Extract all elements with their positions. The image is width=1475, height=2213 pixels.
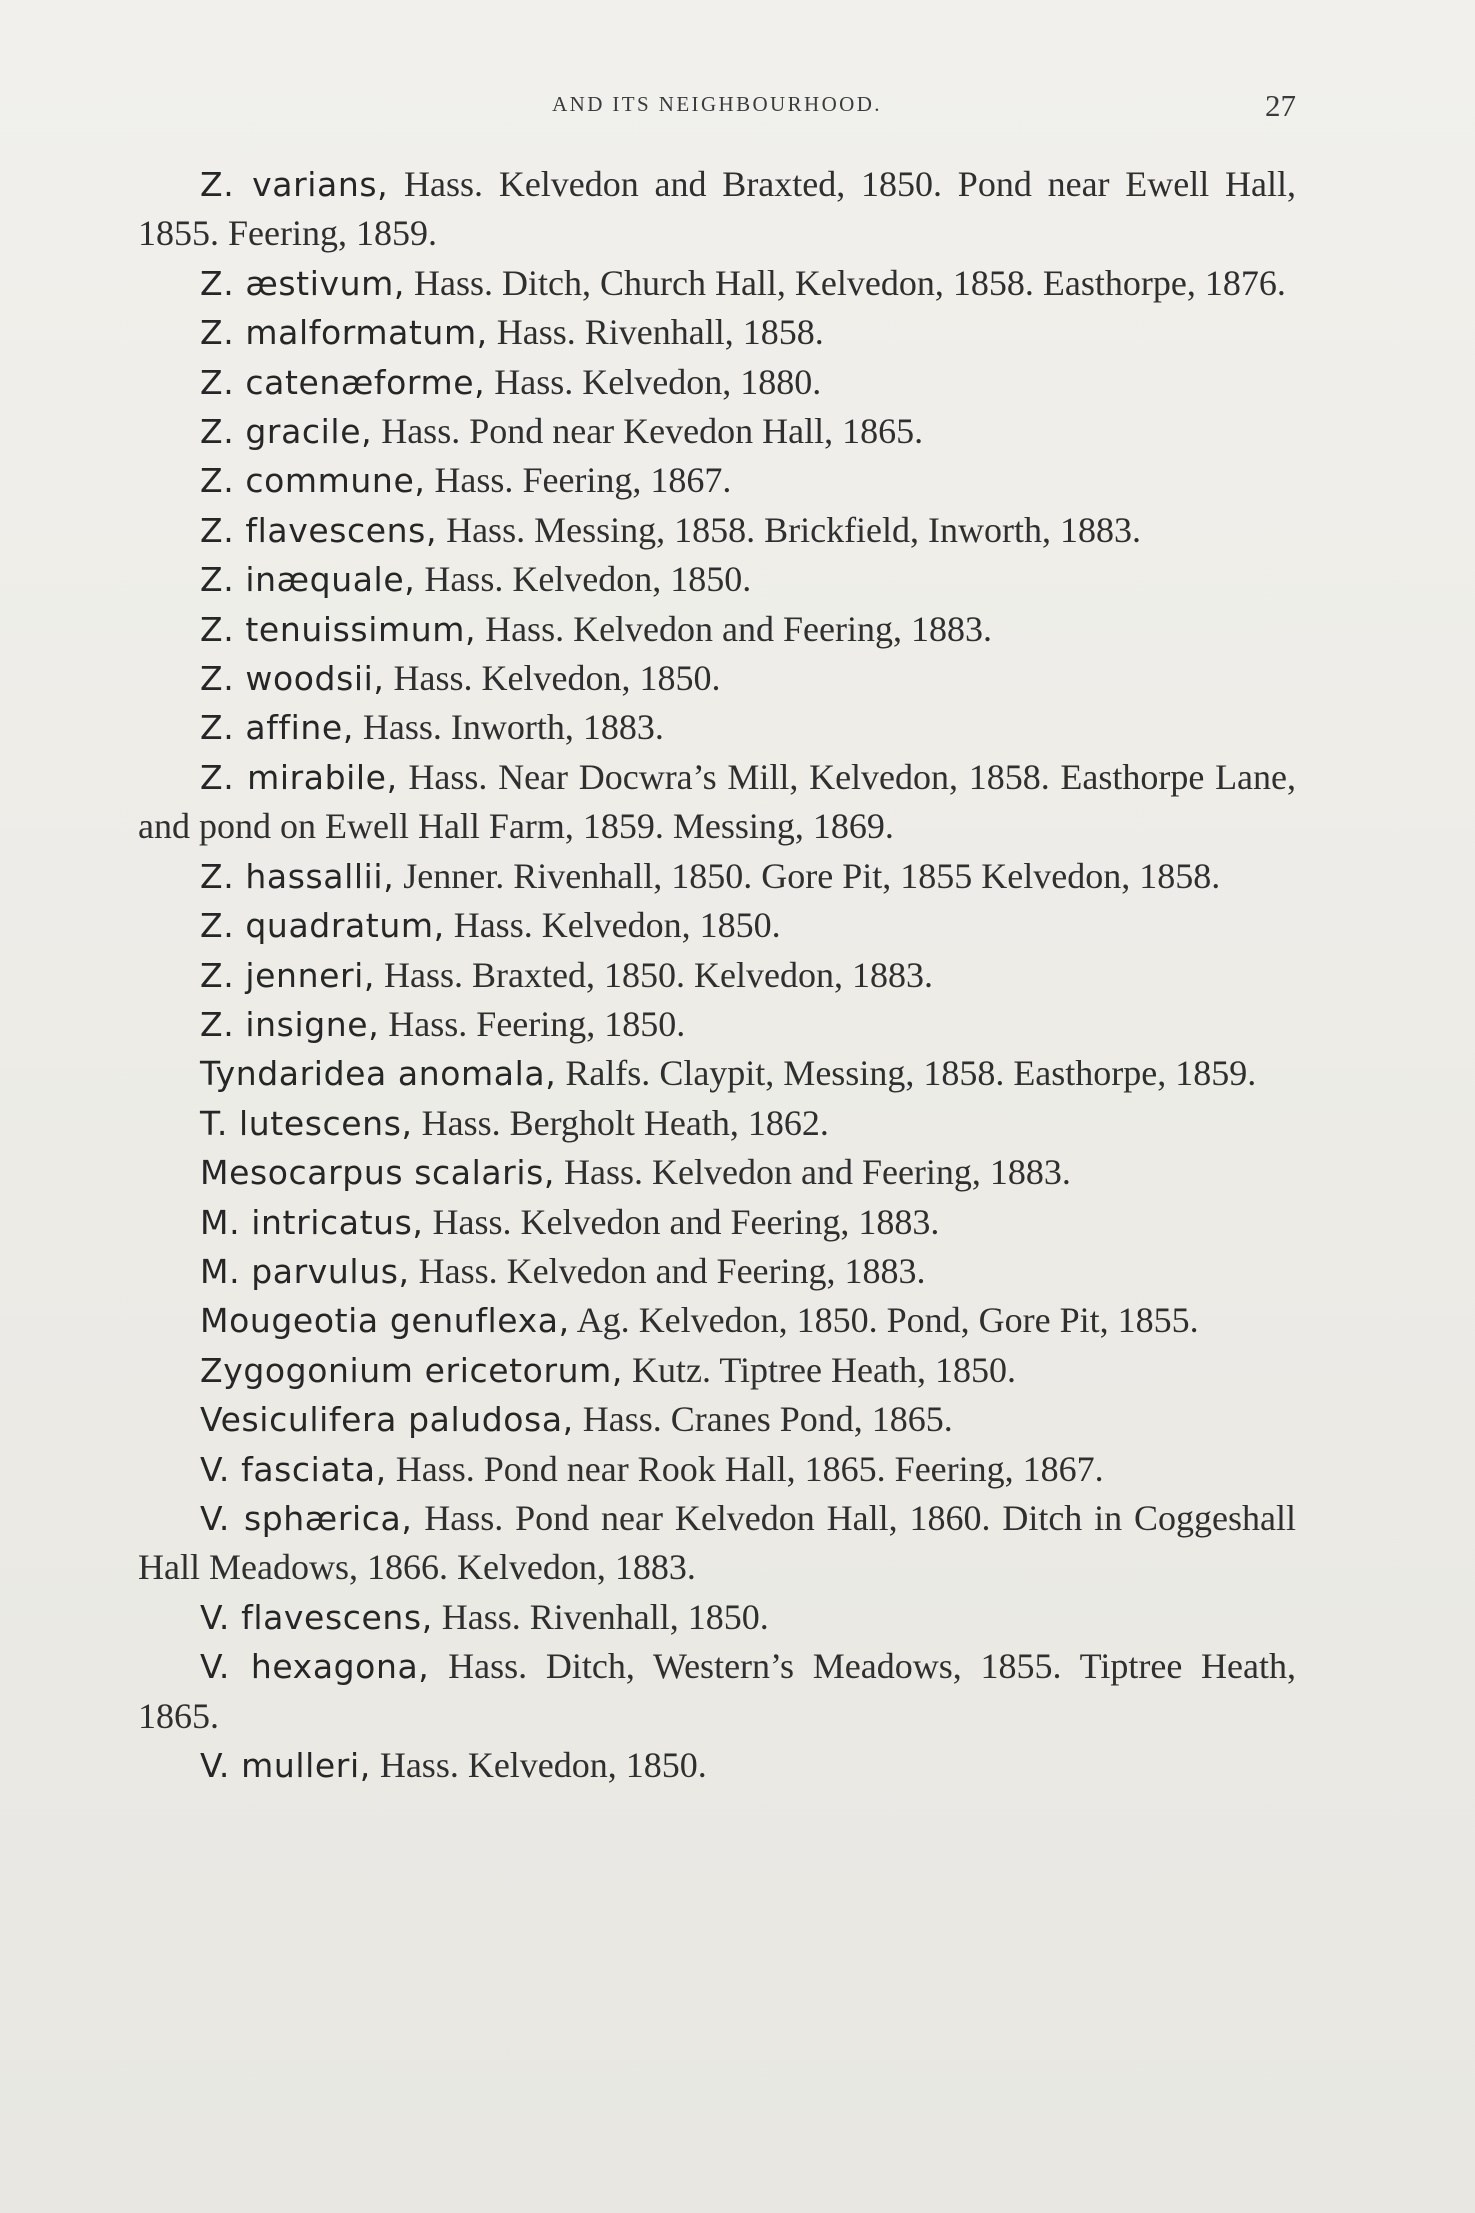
species-name: Z. varians, bbox=[200, 165, 389, 204]
list-item bbox=[138, 407, 1296, 456]
list-item bbox=[138, 654, 1296, 703]
species-name: Z. catenæforme, bbox=[200, 362, 486, 402]
species-localities: Kelvedon and Feering, 1883. bbox=[520, 1201, 940, 1242]
species-localities: Claypit, Messing, 1858. Easthorpe, 1859. bbox=[659, 1053, 1257, 1094]
list-item bbox=[138, 703, 1296, 752]
list-item bbox=[138, 308, 1296, 357]
species-name: Mougeotia genuflexa, bbox=[200, 1301, 570, 1341]
list-item bbox=[138, 1445, 1296, 1494]
species-authority: Hass. bbox=[424, 1497, 504, 1538]
species-localities: Kelvedon, 1880. bbox=[582, 361, 822, 402]
species-authority: Hass. bbox=[434, 460, 514, 501]
species-authority: Hass. bbox=[432, 1201, 512, 1242]
species-name: Z. insigne, bbox=[200, 1004, 380, 1044]
list-item bbox=[138, 358, 1296, 407]
species-authority: Ralfs. bbox=[565, 1053, 651, 1094]
species-localities: Bergholt Heath, 1862. bbox=[509, 1102, 829, 1143]
species-localities: Messing, 1858. Brickfield, Inworth, 1883. bbox=[534, 509, 1142, 550]
list-item bbox=[138, 1000, 1296, 1049]
species-authority: Hass. bbox=[413, 262, 493, 303]
species-authority: Hass. bbox=[496, 312, 576, 353]
species-name: Z. æstivum, bbox=[200, 263, 405, 303]
species-name: Z. gracile, bbox=[200, 412, 373, 452]
species-authority: Ag. bbox=[576, 1300, 630, 1341]
species-localities: Inworth, 1883. bbox=[450, 707, 664, 748]
species-localities: Rivenhall, 1850. bbox=[529, 1596, 769, 1637]
species-authority: Hass. bbox=[379, 1745, 459, 1785]
species-localities: Kelvedon and Feering, 1883. bbox=[573, 608, 992, 649]
species-name: Z. inæquale, bbox=[200, 560, 416, 600]
page-number: 27 bbox=[1265, 88, 1296, 123]
species-name: M. intricatus, bbox=[200, 1202, 424, 1242]
species-localities: Feering, 1850. bbox=[476, 1003, 686, 1044]
species-authority: Hass. bbox=[582, 1399, 662, 1440]
species-authority: Hass. bbox=[564, 1152, 644, 1193]
species-authority: Hass. bbox=[424, 559, 504, 600]
list-item bbox=[138, 160, 1296, 259]
species-name: Z. quadratum, bbox=[200, 906, 445, 946]
species-authority: Hass. bbox=[485, 608, 565, 649]
species-localities: Tiptree Heath, 1850. bbox=[719, 1349, 1016, 1390]
species-authority: Hass. bbox=[446, 509, 526, 550]
species-localities: Kelvedon and Feering, 1883. bbox=[506, 1250, 926, 1291]
species-name: Z. tenuissimum, bbox=[200, 609, 477, 649]
species-name: Z. flavescens, bbox=[200, 510, 438, 550]
species-authority: Hass. bbox=[362, 707, 442, 748]
species-localities: Rivenhall, 1850. Gore Pit, 1855 Kelvedon, 1858. bbox=[513, 855, 1221, 896]
species-name: Z. affine, bbox=[200, 708, 354, 748]
species-localities: Kelvedon and Braxted, 1850. Pond near Ewell Hall, 1855. Feering, 1859. bbox=[138, 164, 1297, 254]
list-item bbox=[138, 259, 1296, 308]
species-localities: Feering, 1867. bbox=[522, 460, 732, 501]
species-name: V. mulleri, bbox=[200, 1746, 371, 1785]
species-name: Vesiculifera paludosa, bbox=[200, 1400, 574, 1440]
species-localities: Pond near Kevedon Hall, 1865. bbox=[469, 411, 924, 452]
list-item bbox=[138, 456, 1296, 505]
species-authority: Hass. bbox=[395, 1448, 475, 1489]
species-name: Z. commune, bbox=[200, 461, 426, 501]
species-authority: Hass. bbox=[441, 1596, 521, 1637]
list-item bbox=[138, 506, 1296, 555]
species-authority: Hass. bbox=[418, 1250, 498, 1291]
page-header bbox=[138, 88, 1296, 132]
species-localities: Kelvedon, 1850. bbox=[512, 559, 752, 600]
species-authority: Kutz. bbox=[631, 1349, 711, 1390]
list-item bbox=[138, 1099, 1296, 1148]
species-authority: Hass. bbox=[421, 1102, 501, 1143]
running-head: AND ITS NEIGHBOURHOOD. bbox=[552, 92, 882, 116]
species-authority: Hass. bbox=[381, 411, 461, 452]
species-localities: Ditch, Western’s Meadows, 1855. Tiptree Heath, 1865. bbox=[138, 1646, 1296, 1736]
species-authority: Hass. bbox=[494, 361, 574, 402]
species-authority: Hass. bbox=[393, 658, 473, 699]
species-name: M. parvulus, bbox=[200, 1251, 410, 1291]
species-list bbox=[138, 160, 1296, 1790]
species-localities: Braxted, 1850. Kelvedon, 1883. bbox=[472, 954, 933, 995]
species-localities: Cranes Pond, 1865. bbox=[670, 1399, 953, 1440]
species-authority: Hass. bbox=[388, 1003, 468, 1044]
species-localities: Ditch, Church Hall, Kelvedon, 1858. Easthorpe, 1876. bbox=[501, 262, 1286, 303]
species-localities: Kelvedon, 1850. bbox=[467, 1745, 707, 1785]
species-authority: Hass. bbox=[404, 164, 484, 204]
species-localities: Near Docwra’s Mill, Kelvedon, 1858. Easthorpe Lane, and pond on Ewell Hall Farm, 1859. Messing, 1869. bbox=[138, 756, 1297, 847]
species-localities: Kelvedon, 1850. Pond, Gore Pit, 1855. bbox=[638, 1300, 1199, 1341]
list-item bbox=[138, 1148, 1296, 1197]
list-item bbox=[138, 951, 1296, 1000]
species-authority: Hass. bbox=[448, 1646, 528, 1687]
species-name: Z. woodsii, bbox=[200, 659, 385, 699]
species-name: V. flavescens, bbox=[200, 1597, 433, 1637]
species-authority: Hass. bbox=[384, 954, 464, 995]
list-item bbox=[138, 1494, 1296, 1593]
list-item bbox=[138, 1247, 1296, 1296]
species-name: Z. mirabile, bbox=[200, 757, 398, 797]
species-localities: Rivenhall, 1858. bbox=[584, 312, 824, 353]
species-name: Z. malformatum, bbox=[200, 313, 488, 353]
list-item bbox=[138, 1395, 1296, 1444]
species-name: Tyndaridea anomala, bbox=[200, 1054, 557, 1094]
species-name: V. fasciata, bbox=[200, 1449, 387, 1489]
list-item bbox=[138, 1741, 1296, 1790]
species-authority: Hass. bbox=[453, 905, 533, 946]
species-localities: Kelvedon, 1850. bbox=[481, 658, 721, 699]
species-name: Z. hassallii, bbox=[200, 856, 395, 896]
species-authority: Jenner. bbox=[403, 855, 505, 896]
list-item bbox=[138, 555, 1296, 604]
species-localities: Kelvedon and Feering, 1883. bbox=[652, 1152, 1071, 1193]
species-name: Zygogonium ericetorum, bbox=[200, 1350, 623, 1390]
species-name: Z. jenneri, bbox=[200, 955, 376, 995]
species-localities: Pond near Kelvedon Hall, 1860. Ditch in Coggeshall Hall Meadows, 1866. Kelvedon, 1883. bbox=[138, 1497, 1297, 1588]
list-item bbox=[138, 753, 1296, 852]
list-item bbox=[138, 901, 1296, 950]
list-item bbox=[138, 852, 1296, 901]
species-localities: Pond near Rook Hall, 1865. Feering, 1867. bbox=[483, 1448, 1104, 1489]
species-name: T. lutescens, bbox=[200, 1103, 413, 1143]
species-authority: Hass. bbox=[408, 756, 488, 797]
list-item bbox=[138, 1049, 1296, 1098]
list-item bbox=[138, 1198, 1296, 1247]
list-item bbox=[138, 1593, 1296, 1642]
species-name: V. sphærica, bbox=[200, 1498, 413, 1538]
list-item bbox=[138, 1346, 1296, 1395]
species-name: V. hexagona, bbox=[200, 1647, 430, 1687]
list-item bbox=[138, 1642, 1296, 1741]
list-item bbox=[138, 1296, 1296, 1345]
list-item bbox=[138, 605, 1296, 654]
species-name: Mesocarpus scalaris, bbox=[200, 1153, 556, 1193]
species-localities: Kelvedon, 1850. bbox=[541, 905, 781, 946]
